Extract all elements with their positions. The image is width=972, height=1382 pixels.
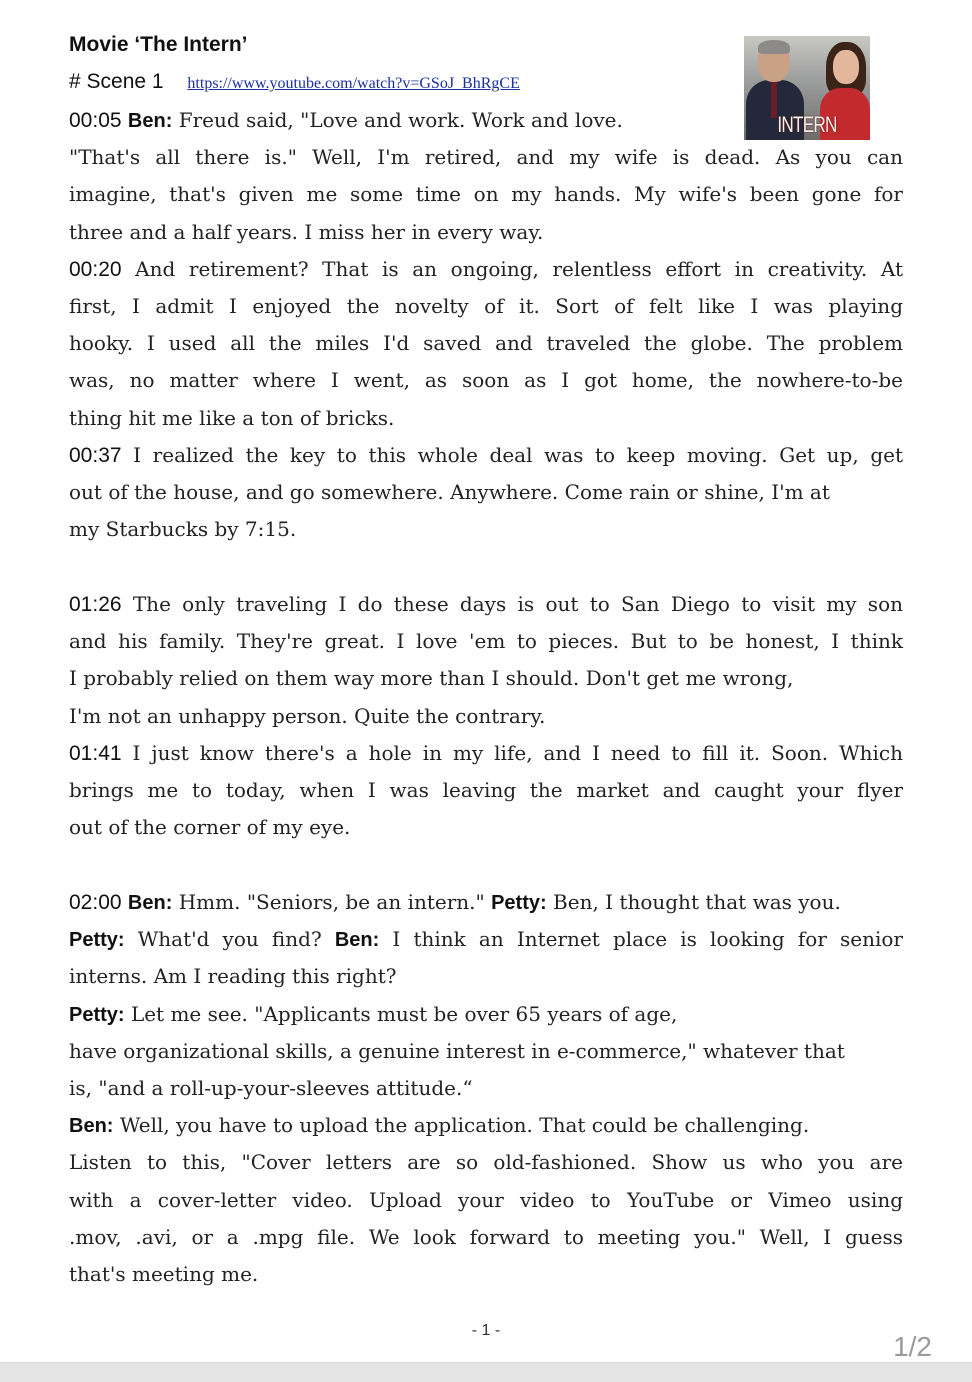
transcript-block-1: [69, 102, 903, 548]
text-line: my Starbucks by 7:15.: [69, 517, 297, 542]
speaker-label: Ben:: [69, 1115, 114, 1138]
line-text: Let me see. "Applicants must be over 65 years of age,: [130, 1001, 678, 1026]
text-line: thing hit me like a ton of bricks.: [69, 405, 395, 430]
text-line: [69, 1107, 903, 1144]
text-line: out of the corner of my eye.: [69, 815, 351, 840]
scene-heading: [69, 70, 520, 94]
line-text: And retirement? That is an ongoing, relentless effort in creativity. At: [135, 256, 903, 281]
poster-woman-head: [833, 50, 859, 84]
text-line: Listen to this, "Cover letters are so old-fashioned. Show us who you are: [69, 1150, 903, 1175]
text-line: interns. Am I reading this right?: [69, 964, 397, 989]
text-line: [69, 251, 903, 288]
page-counter: 1/2: [893, 1331, 932, 1362]
timestamp: 01:41: [69, 741, 122, 765]
speaker-label: Ben:: [127, 110, 173, 132]
timestamp: 00:20: [69, 257, 122, 281]
text-line: that's meeting me.: [69, 1261, 259, 1286]
text-line: was, no matter where I went, as soon as I got home, the nowhere-to-be: [69, 368, 903, 393]
speaker-label: Petty:: [69, 1003, 125, 1026]
youtube-link[interactable]: https://www.youtube.com/watch?v=GSoJ_BhRgCE: [187, 75, 520, 92]
scene-label: # Scene 1: [69, 70, 164, 93]
text-line: and his family. They're great. I love 'em to pieces. But to be honest, I think: [69, 629, 903, 654]
transcript-block-2: [69, 586, 903, 846]
speaker-label: Petty:: [491, 892, 547, 914]
viewer-bottom-bar: [0, 1362, 972, 1382]
speaker-label: Petty:: [69, 929, 125, 952]
line-text: Well, you have to upload the application. That could be challenging.: [119, 1113, 810, 1138]
text-line: out of the house, and go somewhere. Anywhere. Come rain or shine, I'm at: [69, 479, 830, 504]
text-line: "That's all there is." Well, I'm retired, and my wife is dead. As you can: [69, 145, 903, 170]
timestamp: 01:26: [69, 593, 122, 616]
speaker-label: Ben:: [127, 892, 173, 914]
text-line: brings me to today, when I was leaving the market and caught your flyer: [69, 777, 903, 802]
line-text: What'd you find?: [137, 927, 322, 952]
text-line: I'm not an unhappy person. Quite the contrary.: [69, 703, 546, 728]
text-line: [69, 735, 903, 772]
text-line: [69, 884, 903, 921]
timestamp: 02:00: [69, 891, 122, 914]
timestamp: 00:37: [69, 443, 122, 467]
text-line: .mov, .avi, or a .mpg file. We look forward to meeting you." Well, I guess: [69, 1224, 903, 1249]
text-line: I probably relied on them way more than I should. Don't get me wrong,: [69, 666, 794, 691]
text-line: is, "and a roll-up-your-sleeves attitude.“: [69, 1075, 473, 1100]
poster-title-text: INTERN: [777, 112, 837, 137]
line-text: Freud said, "Love and work. Work and love.: [178, 108, 623, 132]
line-text: I think an Internet place is looking for senior: [392, 927, 903, 952]
text-line: three and a half years. I miss her in every way.: [69, 219, 544, 244]
line-text: The only traveling I do these days is out to San Diego to visit my son: [132, 592, 903, 616]
text-line: hooky. I used all the miles I'd saved and traveled the globe. The problem: [69, 331, 903, 356]
line-text: Ben, I thought that was you.: [553, 890, 841, 914]
document-title: Movie ‘The Intern’: [69, 33, 248, 56]
text-line: [69, 102, 669, 139]
text-line: with a cover-letter video. Upload your video to YouTube or Vimeo using: [69, 1187, 903, 1212]
text-line: [69, 921, 903, 958]
transcript-block-3: [69, 884, 903, 1293]
poster-man-hair: [758, 40, 790, 54]
timestamp: 00:05: [69, 109, 122, 132]
line-text: I just know there's a hole in my life, and I need to fill it. Soon. Which: [132, 740, 904, 765]
speaker-label: Ben:: [334, 929, 380, 952]
text-line: [69, 586, 903, 623]
page-number: - 1 -: [471, 1322, 501, 1339]
text-line: have organizational skills, a genuine interest in e-commerce," whatever that: [69, 1038, 845, 1063]
text-line: imagine, that's given me some time on my hands. My wife's been gone for: [69, 182, 903, 207]
text-line: first, I admit I enjoyed the novelty of it. Sort of felt like I was playing: [69, 293, 903, 318]
text-line: [69, 996, 903, 1033]
text-line: [69, 437, 903, 474]
line-text: I realized the key to this whole deal was to keep moving. Get up, get: [133, 442, 903, 467]
line-text: Hmm. "Seniors, be an intern.": [178, 890, 485, 914]
